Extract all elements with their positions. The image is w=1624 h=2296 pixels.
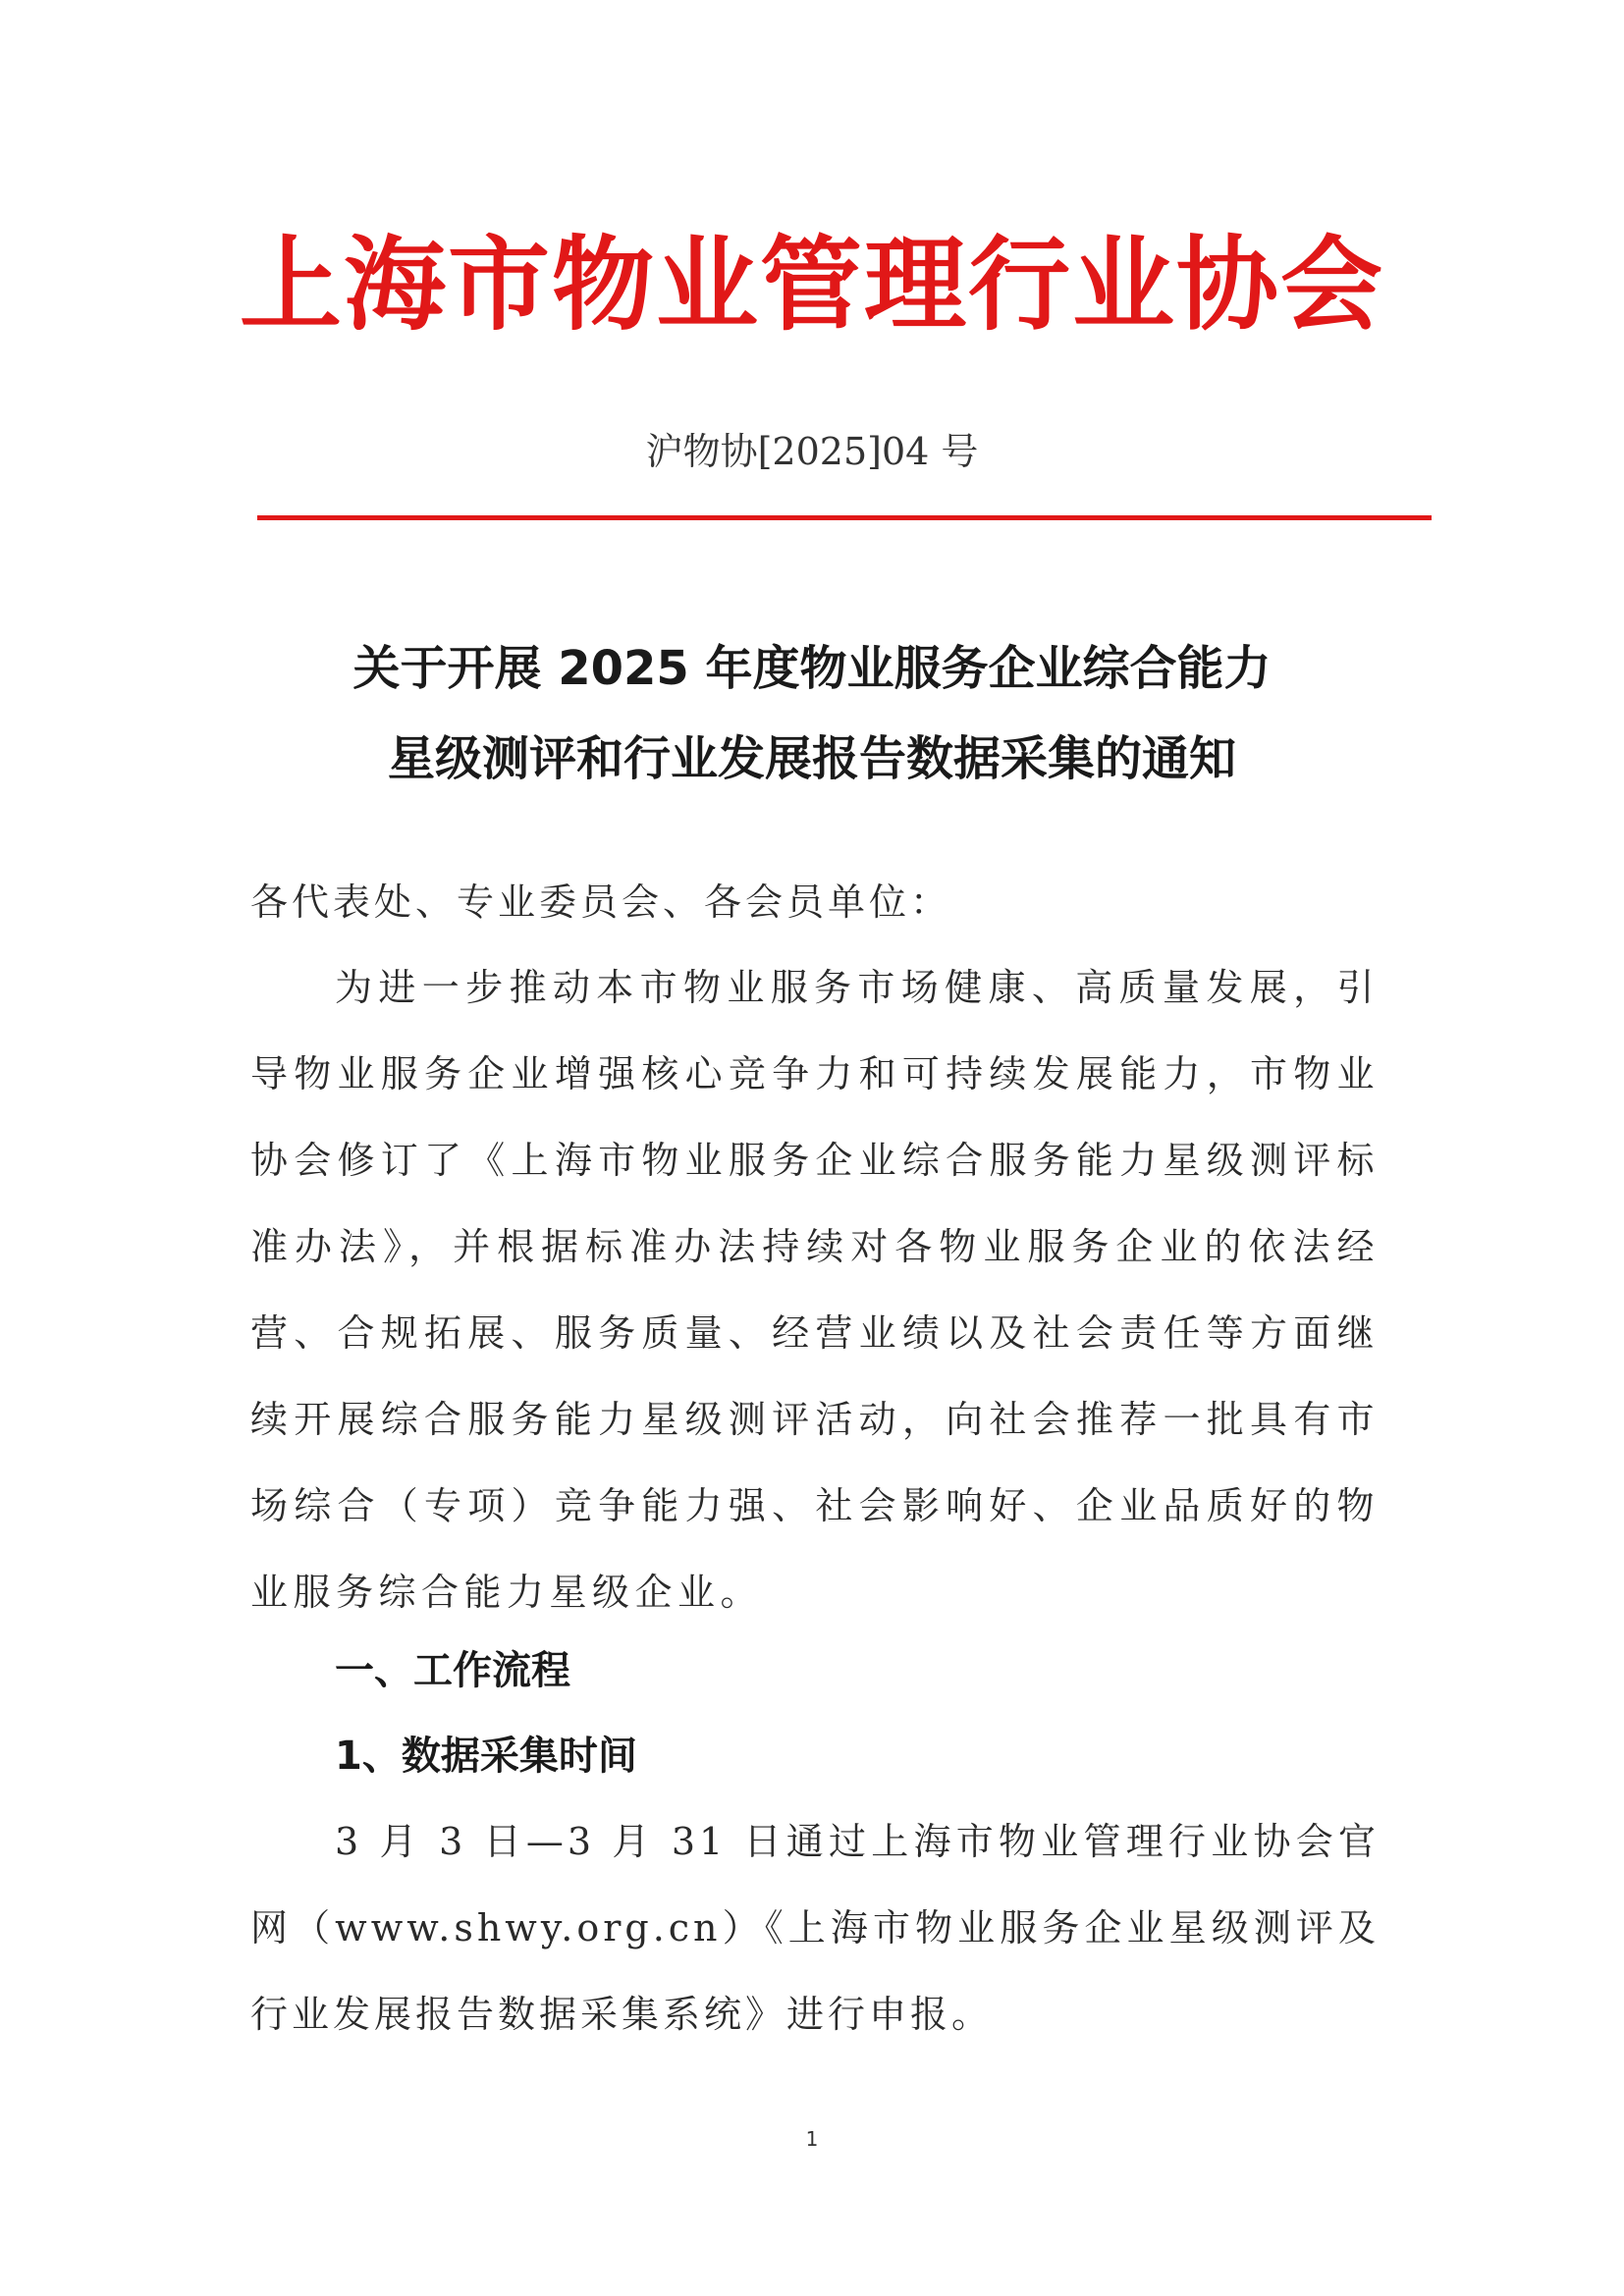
- notice-title-line-1: 关于开展 2025 年度物业服务企业综合能力: [352, 641, 1272, 696]
- page-number: 1: [805, 2127, 819, 2151]
- document-number: 沪物协[2025]04 号: [645, 430, 979, 473]
- subsection-heading-collection-time: 1、数据采集时间: [335, 1734, 637, 1779]
- notice-title-line-2: 星级测评和行业发展报告数据采集的通知: [387, 731, 1236, 786]
- intro-paragraph: 为进一步推动本市物业服务市场健康、高质量发展，引导物业服务企业增强核心竞争力和可持续发展能力，市物业协会修订了《上海市物业服务企业综合服务能力星级测评标准办法》，并根据标准办法持续对各物业服务企业的依法经营、合规拓展、服务质量、经营业绩以及社会责任等方面继续开展综合服务能力星级测评活动，向社会推荐一批具有市场综合（专项）竞争能力强、社会影响好、企业品质好的物业服务综合能力星级企业。: [250, 966, 1380, 1614]
- salutation: 各代表处、专业委员会、各会员单位：: [250, 881, 952, 924]
- organization-letterhead: 上海市物业管理行业协会: [239, 225, 1384, 345]
- red-divider-line: [257, 515, 1432, 520]
- section-heading-workflow: 一、工作流程: [335, 1648, 570, 1693]
- collection-time-paragraph: 3 月 3 日—3 月 31 日通过上海市物业管理行业协会官网（www.shwy.org.cn）《上海市物业服务企业星级测评及行业发展报告数据采集系统》进行申报。: [250, 1820, 1380, 2036]
